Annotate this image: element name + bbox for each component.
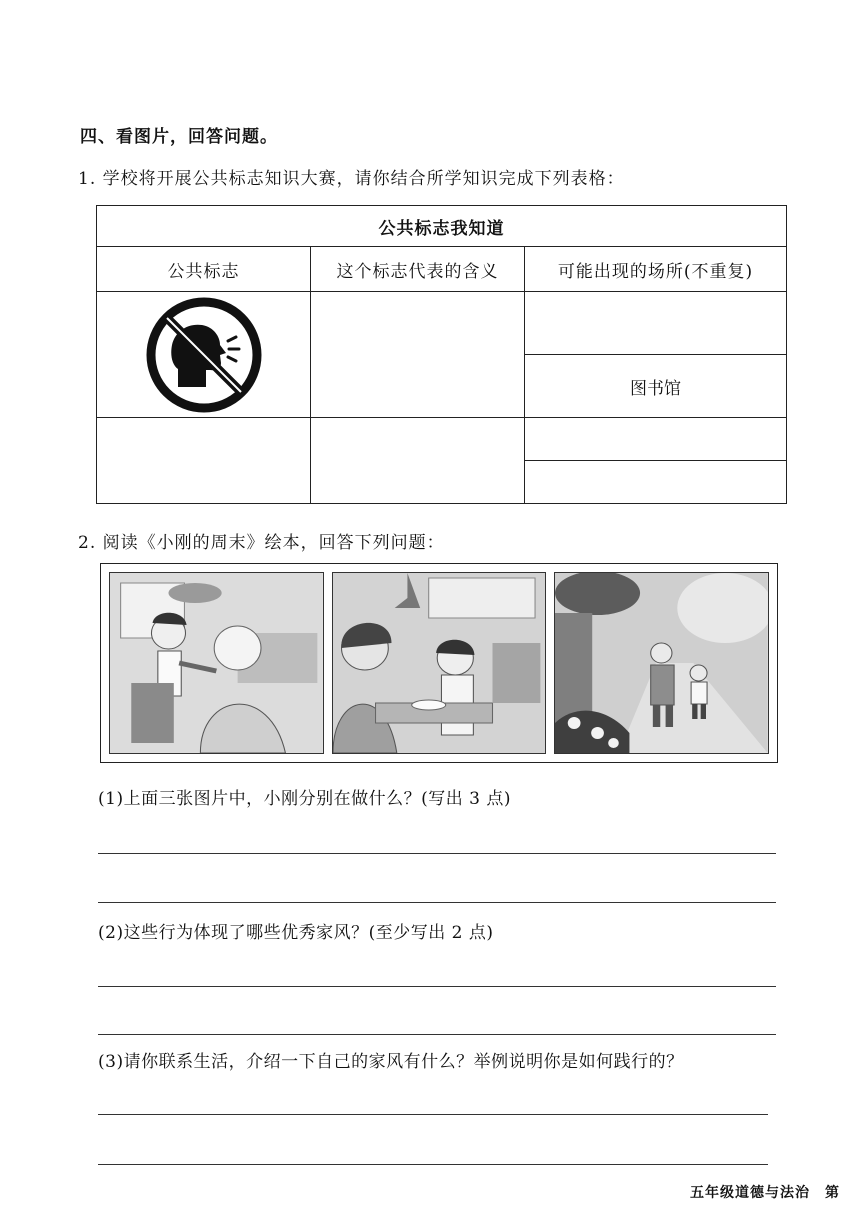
answer-line-3b[interactable] — [98, 1164, 768, 1165]
meaning-cell-2[interactable] — [311, 418, 525, 504]
answer-line-3a[interactable] — [98, 1114, 768, 1115]
header-places: 可能出现的场所(不重复) — [525, 247, 787, 292]
sub-question-2: (2)这些行为体现了哪些优秀家风？(至少写出 2 点) — [98, 923, 494, 943]
page-footer: 五年级道德与法治 第 — [690, 1185, 840, 1201]
sub-question-1: (1)上面三张图片中，小刚分别在做什么？(写出 3 点) — [98, 789, 511, 809]
header-meaning: 这个标志代表的含义 — [311, 247, 525, 292]
no-loud-talking-icon — [144, 295, 264, 415]
washing-dishes-picture — [332, 572, 547, 754]
question-1-prompt: 1. 学校将开展公共标志知识大赛，请你结合所学知识完成下列表格： — [78, 169, 625, 189]
table-caption: 公共标志我知道 — [97, 206, 787, 247]
question-2-prompt: 2. 阅读《小刚的周末》绘本，回答下列问题： — [78, 533, 445, 553]
answer-line-1b[interactable] — [98, 902, 776, 903]
sign-cell-2[interactable] — [97, 418, 311, 504]
place-cell-2a[interactable] — [525, 418, 787, 461]
section-title: 四、看图片，回答问题。 — [80, 127, 278, 147]
place-cell-1a[interactable] — [525, 292, 787, 355]
public-signs-table — [96, 205, 787, 504]
sub-question-3: (3)请你联系生活，介绍一下自己的家风有什么？举例说明你是如何践行的？ — [98, 1052, 684, 1072]
sign-cell-1 — [97, 292, 311, 418]
picture-book-strip — [100, 563, 778, 763]
answer-line-1a[interactable] — [98, 853, 776, 854]
place-cell-2b[interactable] — [525, 461, 787, 504]
massaging-grandma-picture — [109, 572, 324, 754]
walking-with-grandpa-picture — [554, 572, 769, 754]
place-cell-1b[interactable]: 图书馆 — [525, 355, 787, 418]
answer-line-2b[interactable] — [98, 1034, 776, 1035]
meaning-cell-1[interactable] — [311, 292, 525, 418]
answer-line-2a[interactable] — [98, 986, 776, 987]
header-sign: 公共标志 — [97, 247, 311, 292]
